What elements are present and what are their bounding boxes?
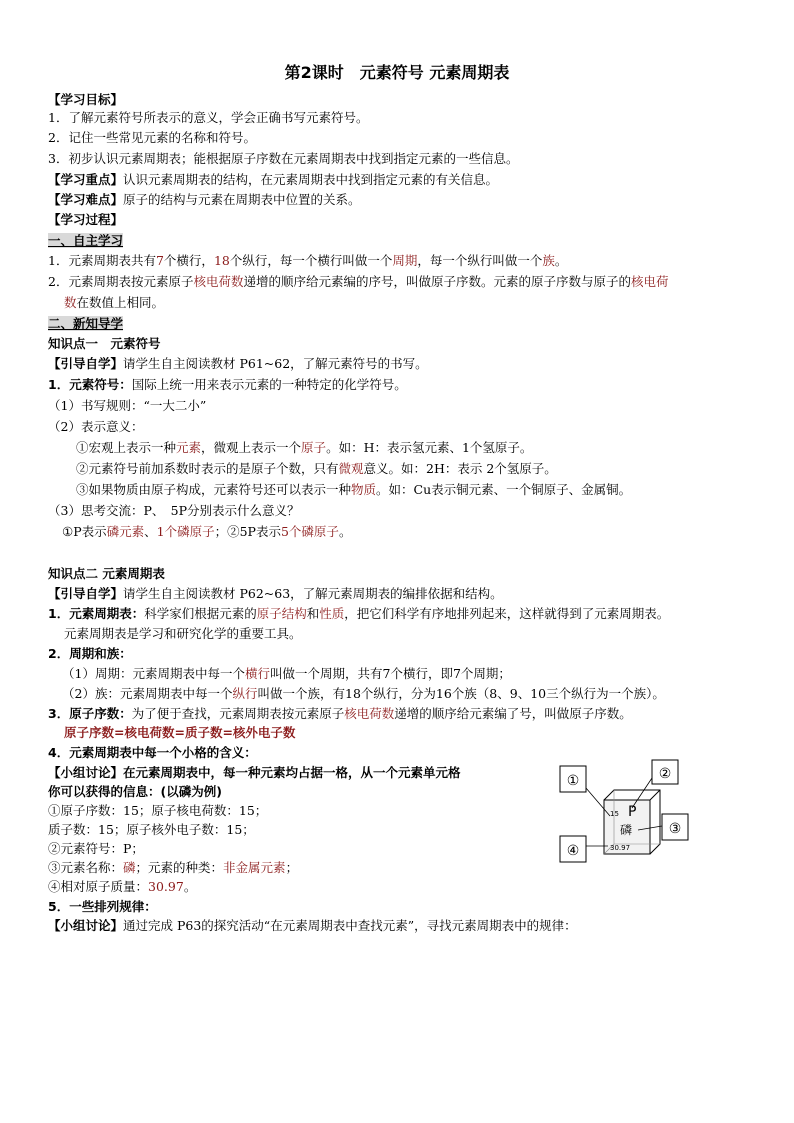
kp1-meaning-3: [76, 482, 631, 498]
kp1-def-label: 1．元素符号：: [48, 377, 132, 392]
kp2-discuss-2: 你可以获得的信息：(以磷为例): [48, 784, 222, 799]
difficulty-label: 【学习难点】: [48, 192, 124, 207]
text-run: 个横行，: [163, 253, 214, 268]
text-run: ；②5P表示: [214, 524, 281, 539]
answer-run: 18: [213, 253, 230, 268]
info-4: [48, 860, 298, 876]
text-run: ，把它们科学有序地排列起来，这样就得到了元素周期表。: [344, 606, 670, 621]
text-run: ；元素的种类：: [135, 860, 224, 875]
text-run: 。如：H：表示氢元素、1个氢原子。: [326, 440, 533, 455]
callout-label-4: ④: [566, 843, 580, 859]
kp2-group: [62, 686, 665, 702]
difficulty-text: 原子的结构与元素在周期表中位置的关系。: [123, 192, 361, 207]
kp2-discuss: [48, 765, 461, 781]
kp1-think: （3）思考交流：P、 5P分别表示什么意义？: [48, 503, 300, 518]
answer-run: 纵行: [232, 686, 258, 701]
text-run: 在数值上相同。: [76, 295, 165, 310]
objective-3: 3．初步认识元素周期表；能根据原子序数在元素周期表中找到指定元素的一些信息。: [48, 151, 519, 166]
answer-run: 性质: [319, 606, 345, 621]
kp2-period-group-label: 2．周期和族：: [48, 646, 132, 661]
kp1-guide: [48, 356, 428, 372]
discuss-text: 在元素周期表中，每一种元素均占据一格，从一个元素单元格: [123, 765, 461, 780]
kp2-guide-label: 【引导自学】: [48, 586, 124, 601]
kp1-meaning: （2）表示意义：: [48, 419, 144, 434]
answer-run: 原子: [301, 440, 327, 455]
answer-run: 1个磷原子: [156, 524, 215, 539]
kp1-guide-label: 【引导自学】: [48, 356, 124, 371]
info-1: ①原子序数：15；原子核电荷数：15；: [48, 803, 268, 818]
page-title: 第2课时 元素符号 元素周期表: [284, 63, 510, 82]
text-run: ，微观上表示一个: [201, 440, 302, 455]
text-run: 叫做一个周期，共有7个横行，即7个周期；: [269, 666, 511, 681]
key-point-text: 认识元素周期表的结构，在元素周期表中找到指定元素的有关信息。: [123, 172, 499, 187]
key-point-label: 【学习重点】: [48, 172, 124, 187]
section1-line2: [48, 274, 669, 290]
kp2-def: [48, 606, 669, 622]
objective-2: 2．记住一些常见元素的名称和符号。: [48, 130, 256, 145]
discuss-label: 【小组讨论】: [48, 765, 124, 780]
text-run: （1）周期：元素周期表中每一个: [62, 666, 245, 681]
text-run: 。如：Cu表示铜元素、一个铜原子、金属铜。: [376, 482, 632, 497]
kp2-guide-text: 请学生自主阅读教材 P62~63，了解元素周期表的编排依据和结构。: [123, 586, 503, 601]
difficulty: [48, 192, 361, 208]
kp2-atomic-equation: [64, 725, 295, 741]
discuss2-text: 通过完成 P63的探究活动“在元素周期表中查找元素”，寻找元素周期表中的规律：: [123, 918, 577, 933]
atomic-equation-text: 原子序数=核电荷数=质子数=核外电子数: [64, 725, 296, 740]
text-run: 个纵行，每一个横行叫做一个: [229, 253, 393, 268]
kp1-def: [48, 377, 407, 393]
answer-run: 核电荷: [631, 274, 669, 289]
answer-run: 周期: [392, 253, 418, 268]
kp1-answer: [62, 524, 351, 540]
answer-run: 7: [155, 253, 164, 268]
answer-run: 数: [64, 295, 77, 310]
text-run: ，每一个纵行叫做一个: [417, 253, 543, 268]
kp2-def2: 元素周期表是学习和研究化学的重要工具。: [64, 626, 302, 641]
answer-run: 物质: [351, 482, 377, 497]
cell-mass: 30.97: [610, 844, 631, 852]
cell-edge: [650, 790, 660, 800]
element-cell-diagram: [558, 758, 698, 866]
section2-header-text: 二、新知导学: [48, 316, 124, 331]
text-run: 2．元素周期表按元素原子: [48, 274, 194, 289]
answer-run: 元素: [176, 440, 202, 455]
info-5: [48, 879, 196, 895]
text-run: 递增的顺序给元素编的序号，叫做原子序数。元素的原子序数与原子的: [243, 274, 631, 289]
answer-run: 非金属元素: [223, 860, 286, 875]
answer-run: 横行: [244, 666, 270, 681]
cell-symbol: P: [628, 804, 637, 820]
text-run: ②元素符号前加系数时表示的是原子个数，只有: [76, 461, 339, 476]
answer-run: 微观: [338, 461, 364, 476]
callout-label-3: ③: [668, 821, 682, 837]
kp1-def-text: 国际上统一用来表示元素的一种特定的化学符号。: [131, 377, 407, 392]
kp1-rule: （1）书写规则：“一大二小”: [48, 398, 207, 413]
info-3: ②元素符号：P；: [48, 841, 144, 856]
answer-run: 族: [542, 253, 555, 268]
text-run: 。: [338, 524, 352, 539]
text-run: 、: [144, 524, 157, 539]
section1-line1: [48, 253, 567, 269]
kp2-period: [62, 666, 511, 682]
kp2-title: 知识点二 元素周期表: [48, 566, 165, 581]
text-run: ④相对原子质量：: [48, 879, 149, 894]
section1-header: [48, 233, 123, 249]
text-run: 。: [554, 253, 568, 268]
rule-label: 5．一些排列规律：: [48, 899, 157, 914]
answer-run: 核电荷数: [344, 706, 395, 721]
kp1-meaning-1: [76, 440, 532, 456]
section1-header-text: 一、自主学习: [48, 233, 124, 248]
info-2: 质子数：15；原子核外电子数：15；: [48, 822, 255, 837]
answer-run: 磷元素: [106, 524, 145, 539]
kp2-guide: [48, 586, 503, 602]
text-run: 为了便于查找，元素周期表按元素原子: [131, 706, 345, 721]
cell-atomic-number: 15: [610, 810, 619, 818]
kp2-atomic-number: [48, 706, 632, 722]
text-run: 和: [306, 606, 320, 621]
text-run: 递增的顺序给元素编了号，叫做原子序数。: [394, 706, 632, 721]
key-point: [48, 172, 498, 188]
section1-line3: [64, 295, 164, 311]
discuss2-label: 【小组讨论】: [48, 918, 124, 933]
section2-header: [48, 316, 123, 332]
answer-run: 磷: [123, 860, 136, 875]
text-run: ①P表示: [62, 524, 107, 539]
kp1-meaning-2: [76, 461, 557, 477]
text-run: 意义。如：2H：表示 2个氢原子。: [363, 461, 557, 476]
kp2-atomic-label: 3．原子序数：: [48, 706, 132, 721]
objective-1: 1．了解元素符号所表示的意义，学会正确书写元素符号。: [48, 110, 369, 125]
text-run: ①宏观上表示一种: [76, 440, 177, 455]
callout-label-1: ①: [566, 773, 580, 789]
kp1-guide-text: 请学生自主阅读教材 P61~62，了解元素符号的书写。: [123, 356, 428, 371]
text-run: ③元素名称：: [48, 860, 124, 875]
text-run: 。: [183, 879, 197, 894]
callout-label-2: ②: [658, 766, 672, 782]
answer-run: 原子结构: [256, 606, 307, 621]
element-cell-svg: [558, 758, 698, 866]
answer-run: 30.97: [148, 879, 184, 894]
answer-run: 核电荷数: [193, 274, 244, 289]
kp2-cell-label: 4．元素周期表中每一个小格的含义：: [48, 745, 257, 760]
answer-run: 5个磷原子: [280, 524, 339, 539]
kp2-discuss2: [48, 918, 577, 934]
text-run: 1．元素周期表共有: [48, 253, 156, 268]
kp2-def-label: 1．元素周期表：: [48, 606, 145, 621]
text-run: 科学家们根据元素的: [144, 606, 257, 621]
kp1-title: 知识点一 元素符号: [48, 336, 161, 351]
text-run: （2）族：元素周期表中每一个: [62, 686, 233, 701]
text-run: ；: [285, 860, 299, 875]
text-run: 叫做一个族，有18个纵行，分为16个族（8、9、10三个纵行为一个族）。: [257, 686, 665, 701]
objectives-header: 【学习目标】: [48, 92, 124, 107]
cell-name: 磷: [620, 823, 633, 837]
text-run: ③如果物质由原子构成，元素符号还可以表示一种: [76, 482, 352, 497]
process-header: 【学习过程】: [48, 212, 124, 227]
